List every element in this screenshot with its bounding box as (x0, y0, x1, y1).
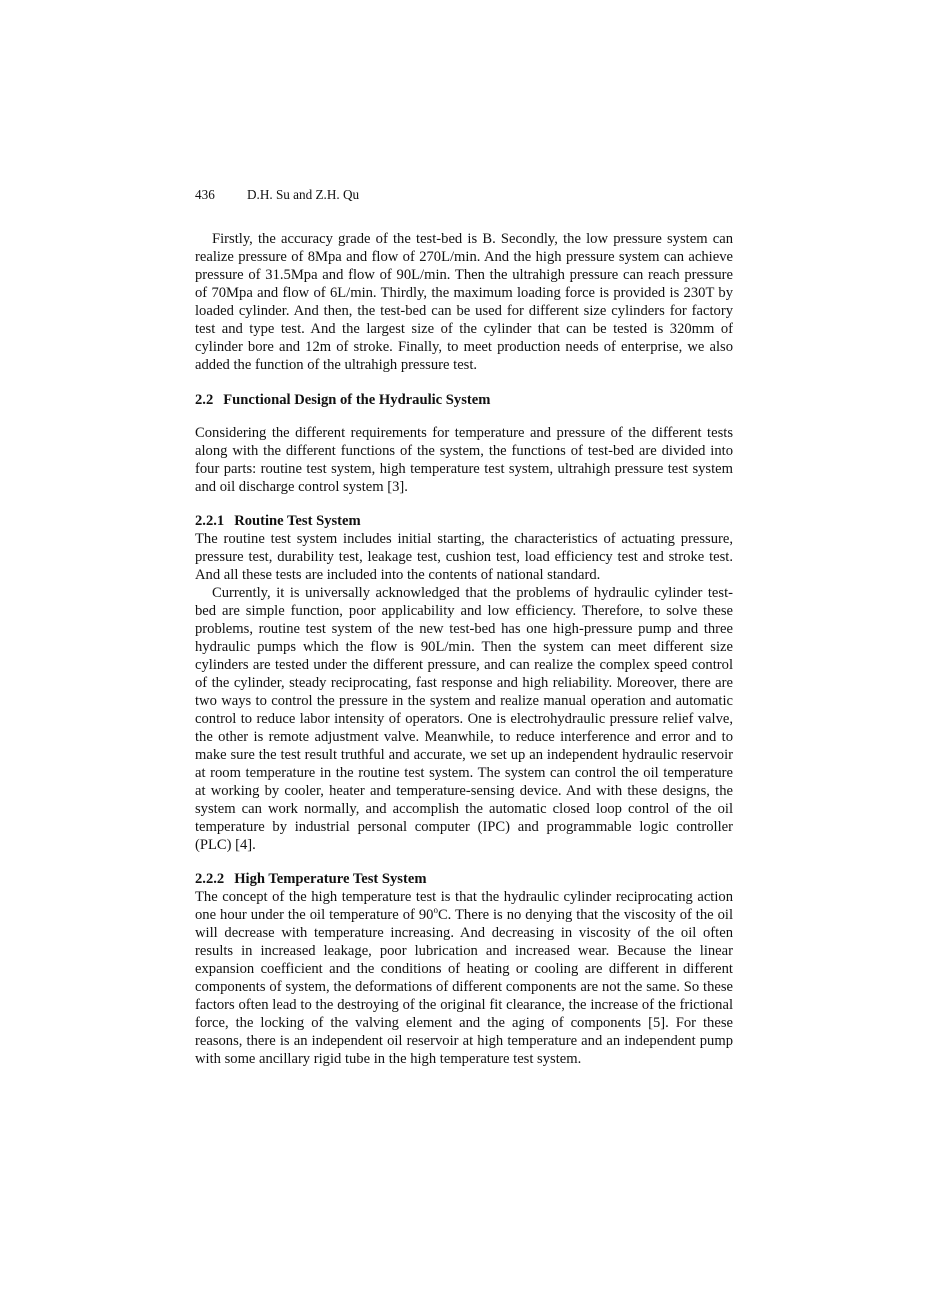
paragraph-specifications: Firstly, the accuracy grade of the test-bed is B. Secondly, the low pressure system can realize pressure of 8Mpa and flow of 270L/min. And the high pressure system can achieve pressure of 31.5Mpa and flow of 90L/min. Then the ultrahigh pressure can reach pressure of 70Mpa and flow of 6L/min. Thirdly, the maximum loading force is provided is 230T by loaded cylinder. And then, the test-bed can be used for different size cylinders for factory test and type test. And the largest size of the cylinder that can be tested is 320mm of cylinder bore and 12m of stroke. Finally, to meet production needs of enterprise, we also added the function of the ultrahigh pressure test. (195, 231, 733, 373)
page-body (195, 230, 733, 1068)
paragraph-routine-details: Currently, it is universally acknowledged that the problems of hydraulic cylinder test-bed are simple function, poor applicability and low efficiency. Therefore, to solve these problems, routine test system of the new test-bed has one high-pressure pump and three hydraulic pumps which the flow is 90L/min. Then the system can meet different size cylinders are tested under the different pressure, and can realize the complex speed control of the cylinder, steady reciprocating, fast response and high reliability. Moreover, there are two ways to control the pressure in the system and realize manual operation and automatic control to reduce labor intensity of operators. One is electrohydraulic pressure relief valve, the other is remote adjustment valve. Meanwhile, to reduce interference and error and to make sure the test result truthful and accurate, we set up an independent hydraulic reservoir at room temperature in the routine test system. The system can control the oil temperature at working by cooler, heater and temperature-sensing device. And with these designs, the system can work normally, and accomplish the automatic closed loop control of the oil temperature by industrial personal computer (IPC) and programmable logic controller (PLC) [4]. (195, 585, 733, 853)
paragraph-functional-design: Considering the different requirements for temperature and pressure of the different tests along with the different functions of the system, the functions of test-bed are divided into four parts: routine test system, high temperature test system, ultrahigh pressure test system and oil discharge control system [3]. (195, 425, 733, 495)
text-run: C. There is no denying that the viscosity of the oil will decrease with temperature increasing. And decreasing in viscosity of the oil often results in increased leakage, poor lubrication and increased wear. Because the linear expansion coefficient and the conditions of heating or cooling are different in different components of system, the deformations of different components are not the same. So these factors often lead to the destroying of the original fit clearance, the increase of the frictional force, the locking of the valving element and the aging of components [5]. For these reasons, there is an independent oil reservoir at high temperature and an independent pump with some ancillary rigid tube in the high temperature test system. (195, 907, 734, 1067)
running-header (195, 186, 359, 203)
paragraph-high-temperature (195, 888, 733, 1068)
section-number: 2.2.2 (195, 871, 225, 887)
section-number: 2.2.1 (195, 513, 225, 529)
degree-superscript: o (433, 905, 438, 915)
section-heading-2-2-2 (195, 870, 733, 888)
section-number: 2.2 (195, 392, 214, 408)
section-heading-2-2 (195, 391, 733, 409)
author-names: D.H. Su and Z.H. Qu (247, 187, 360, 202)
text-run: The concept of the high temperature test is that the hydraulic cylinder reciprocating action one hour under the oil temperature of 90 (195, 889, 733, 923)
section-title: Routine Test System (234, 513, 361, 529)
page-number: 436 (195, 187, 215, 202)
section-title: Functional Design of the Hydraulic System (223, 392, 491, 408)
section-heading-2-2-1 (195, 512, 733, 530)
paragraph-routine-intro: The routine test system includes initial starting, the characteristics of actuating pressure, pressure test, durability test, leakage test, cushion test, load efficiency test and stroke test. And all these tests are included into the contents of national standard. (195, 531, 733, 583)
section-title: High Temperature Test System (234, 871, 427, 887)
